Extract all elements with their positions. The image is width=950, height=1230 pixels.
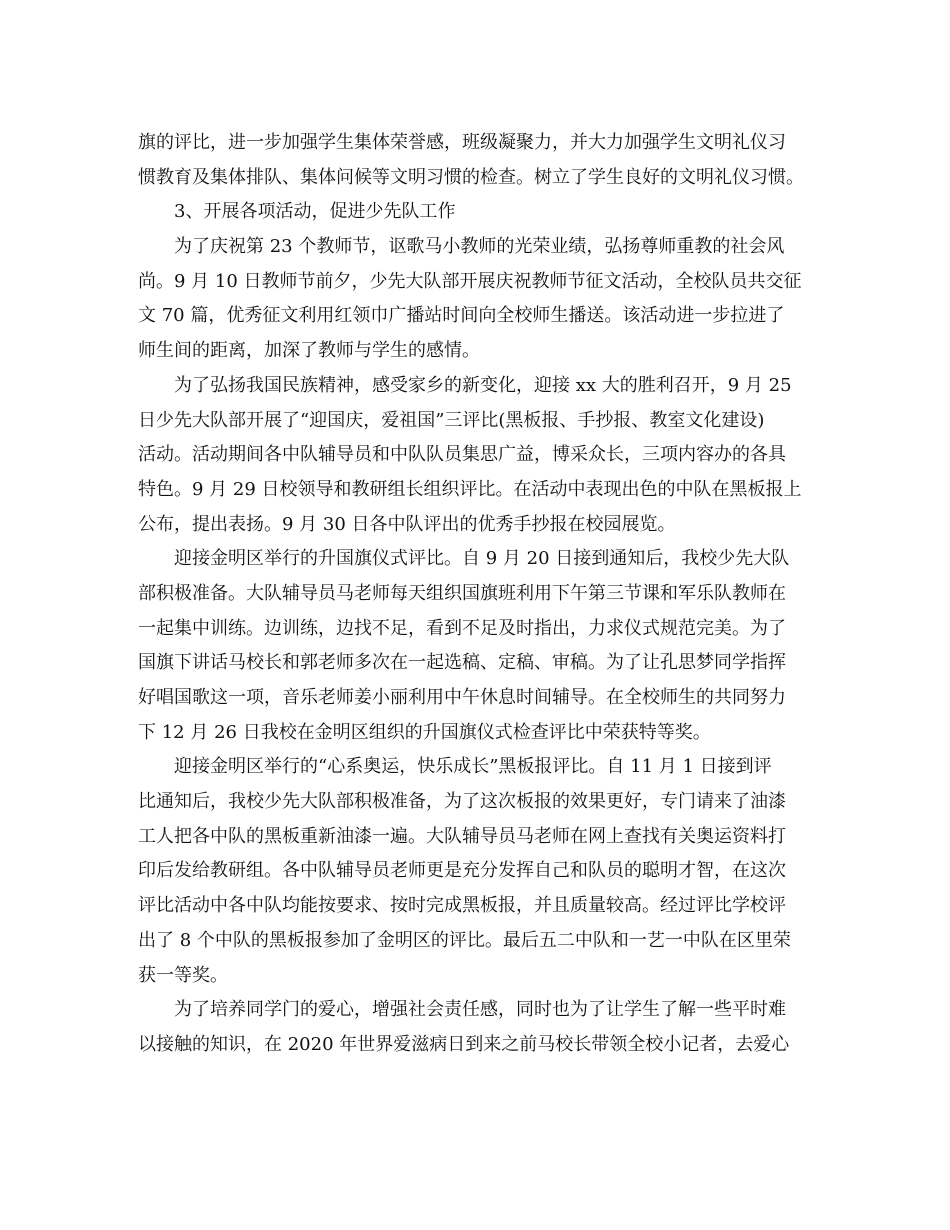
paragraph [138, 126, 818, 195]
text-line: 出了 8 个中队的黑板报参加了金明区的评比。最后五二中队和一艺一中队在区里荣 [138, 929, 791, 951]
text-line: 迎接金明区举行的“心系奥运，快乐成长”黑板报评比。自 11 月 1 日接到评 [174, 756, 772, 778]
text-line: 部积极准备。大队辅导员马老师每天组织国旗班利用下午第三节课和军乐队教师在 [138, 582, 786, 604]
text-line: 3、开展各项活动，促进少先队工作 [174, 201, 456, 223]
text-line: 旗的评比，进一步加强学生集体荣誉感，班级凝聚力，并大力加强学生文明礼仪习 [138, 132, 786, 153]
text-line: 工人把各中队的黑板重新油漆一遍。大队辅导员马老师在网上查找有关奥运资料打 [138, 825, 786, 847]
text-line: 获一等奖。 [138, 964, 228, 986]
paragraph [138, 369, 818, 542]
text-line: 惯教育及集体排队、集体问候等文明习惯的检查。树立了学生良好的文明礼仪习惯。 [138, 166, 804, 188]
paragraph [138, 195, 818, 230]
text-line: 比通知后，我校少先大队部积极准备，为了这次板报的效果更好，专门请来了油漆 [138, 791, 786, 813]
text-line: 国旗下讲话马校长和郭老师多次在一起选稿、定稿、审稿。为了让孔思梦同学指挥 [138, 652, 786, 674]
text-line: 文 70 篇，优秀征文利用红领巾广播站时间向全校师生播送。该活动进一步拉进了 [138, 305, 785, 327]
text-line: 日少先大队部开展了“迎国庆，爱祖国”三评比(黑板报、手抄报、教室文化建设) [138, 409, 765, 431]
text-line: 活动。活动期间各中队辅导员和中队队员集思广益，博采众长，三项内容办的各具 [138, 444, 786, 466]
text-line: 为了培养同学门的爱心，增强社会责任感，同时也为了让学生了解一些平时难 [174, 999, 786, 1021]
text-line: 一起集中训练。边训练，边找不足，看到不足及时指出，力求仪式规范完美。为了 [138, 617, 786, 639]
paragraph [138, 993, 818, 1062]
text-line: 以接触的知识，在 2020 年世界爱滋病日到来之前马校长带领全校小记者，去爱心 [138, 1033, 790, 1055]
paragraph [138, 750, 818, 993]
paragraph [138, 230, 818, 369]
text-line: 特色。9 月 29 日校领导和教研组长组织评比。在活动中表现出色的中队在黑板报上 [138, 478, 802, 500]
text-line: 印后发给教研组。各中队辅导员老师更是充分发挥自己和队员的聪明才智，在这次 [138, 860, 786, 882]
text-line: 迎接金明区举行的升国旗仪式评比。自 9 月 20 日接到通知后，我校少先大队 [174, 548, 790, 570]
text-line: 为了弘扬我国民族精神，感受家乡的新变化，迎接 xx 大的胜利召开，9 月 25 [174, 374, 792, 396]
text-line: 评比活动中各中队均能按要求、按时完成黑板报，并且质量较高。经过评比学校评 [138, 895, 786, 917]
text-line: 好唱国歌这一项，音乐老师姜小丽利用中午休息时间辅导。在全校师生的共同努力 [138, 687, 786, 708]
text-line: 下 12 月 26 日我校在金明区组织的升国旗仪式检查评比中荣获特等奖。 [138, 721, 711, 743]
document-body [138, 126, 818, 1063]
text-line: 公布，提出表扬。9 月 30 日各中队评出的优秀手抄报在校园展览。 [138, 513, 676, 535]
paragraph [138, 542, 818, 750]
text-line: 尚。9 月 10 日教师节前夕，少先大队部开展庆祝教师节征文活动，全校队员共交征 [138, 270, 802, 292]
text-line: 师生间的距离，加深了教师与学生的感情。 [138, 340, 480, 362]
text-line: 为了庆祝第 23 个教师节，讴歌马小教师的光荣业绩，弘扬尊师重教的社会风 [174, 236, 785, 258]
